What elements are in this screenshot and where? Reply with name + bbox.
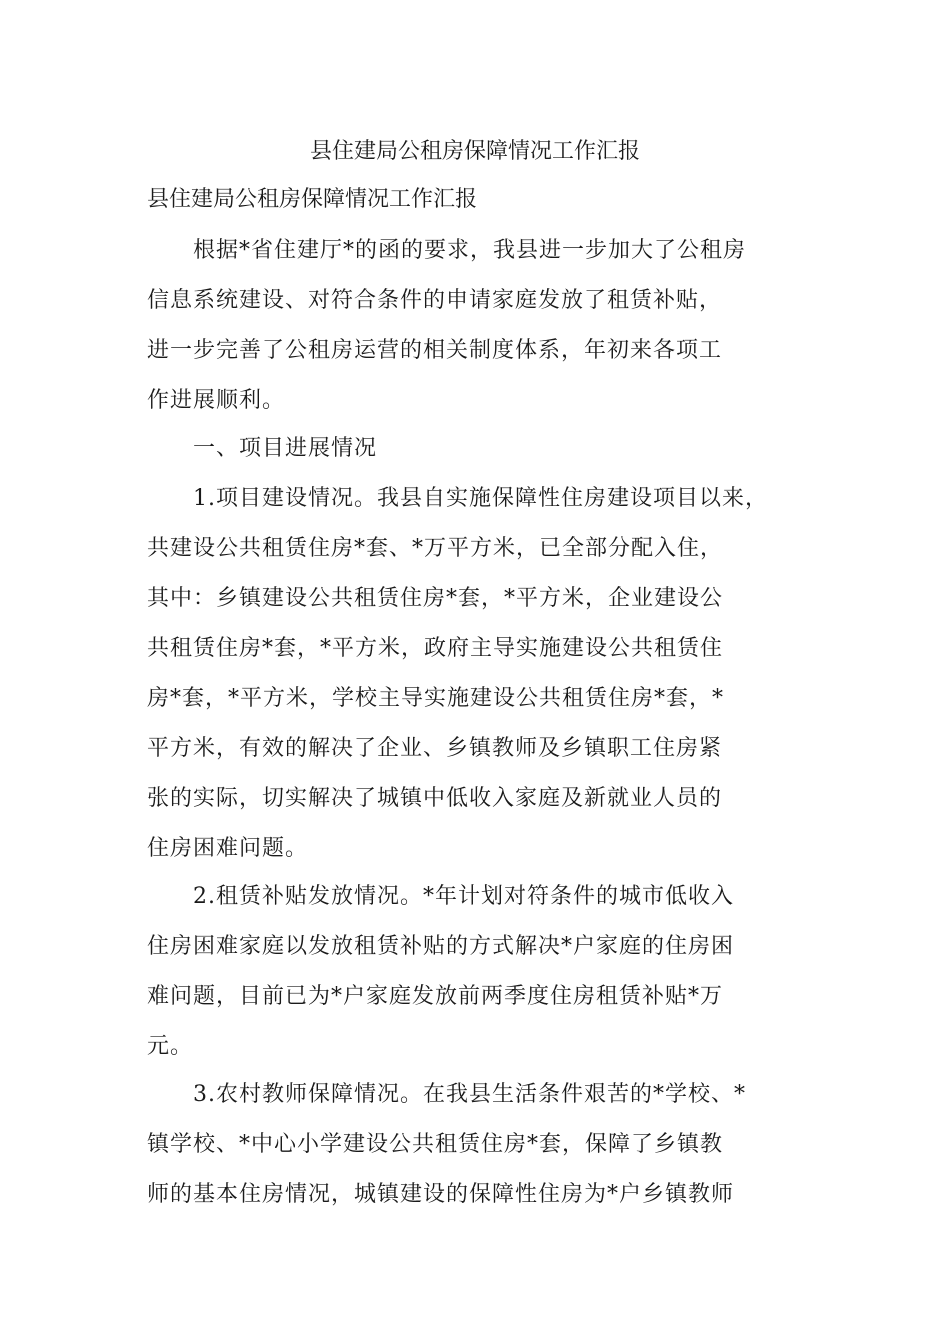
section-heading-line: 一、项目进展情况 — [147, 436, 378, 461]
paragraph-line: 共租赁住房*套，*平方米，政府主导实施建设公共租赁住 — [147, 636, 724, 661]
paragraph-intro — [147, 226, 827, 426]
paragraph-line: 镇学校、*中心小学建设公共租赁住房*套，保障了乡镇教 — [147, 1132, 724, 1157]
paragraph-line: 作进展顺利。 — [147, 388, 286, 413]
paragraph-line: 1.项目建设情况。我县自实施保障性住房建设项目以来， — [147, 486, 768, 511]
paragraph-line: 3.农村教师保障情况。在我县生活条件艰苦的*学校、* — [147, 1082, 746, 1107]
paragraph-line: 住房困难家庭以发放租赁补贴的方式解决*户家庭的住房困 — [147, 934, 735, 959]
paragraph-line: 2.租赁补贴发放情况。*年计划对符条件的城市低收入 — [147, 884, 734, 909]
paragraph-line: 师的基本住房情况，城镇建设的保障性住房为*户乡镇教师 — [147, 1182, 735, 1207]
section-heading — [147, 424, 827, 474]
paragraph-line: 共建设公共租赁住房*套、*万平方米，已全部分配入住， — [147, 536, 724, 561]
paragraph-line: 平方米，有效的解决了企业、乡镇教师及乡镇职工住房紧 — [147, 736, 723, 761]
paragraph-line: 房*套，*平方米，学校主导实施建设公共租赁住房*套，* — [147, 686, 725, 711]
paragraph-project-construction — [147, 474, 827, 874]
document-subtitle: 县住建局公租房保障情况工作汇报 — [147, 187, 478, 212]
paragraph-line: 张的实际，切实解决了城镇中低收入家庭及新就业人员的 — [147, 786, 723, 811]
paragraph-line: 其中：乡镇建设公共租赁住房*套，*平方米，企业建设公 — [147, 586, 724, 611]
paragraph-line: 住房困难问题。 — [147, 836, 309, 861]
paragraph-rural-teachers — [147, 1070, 827, 1220]
paragraph-rental-subsidy — [147, 872, 827, 1072]
document-title: 县住建局公租房保障情况工作汇报 — [309, 139, 640, 164]
paragraph-line: 根据*省住建厅*的函的要求，我县进一步加大了公租房 — [147, 238, 747, 263]
paragraph-line: 元。 — [147, 1034, 194, 1059]
paragraph-line: 信息系统建设、对符合条件的申请家庭发放了租赁补贴， — [147, 288, 723, 313]
paragraph-line: 难问题，目前已为*户家庭发放前两季度住房租赁补贴*万 — [147, 984, 724, 1009]
paragraph-line: 进一步完善了公租房运营的相关制度体系，年初来各项工 — [147, 338, 723, 363]
